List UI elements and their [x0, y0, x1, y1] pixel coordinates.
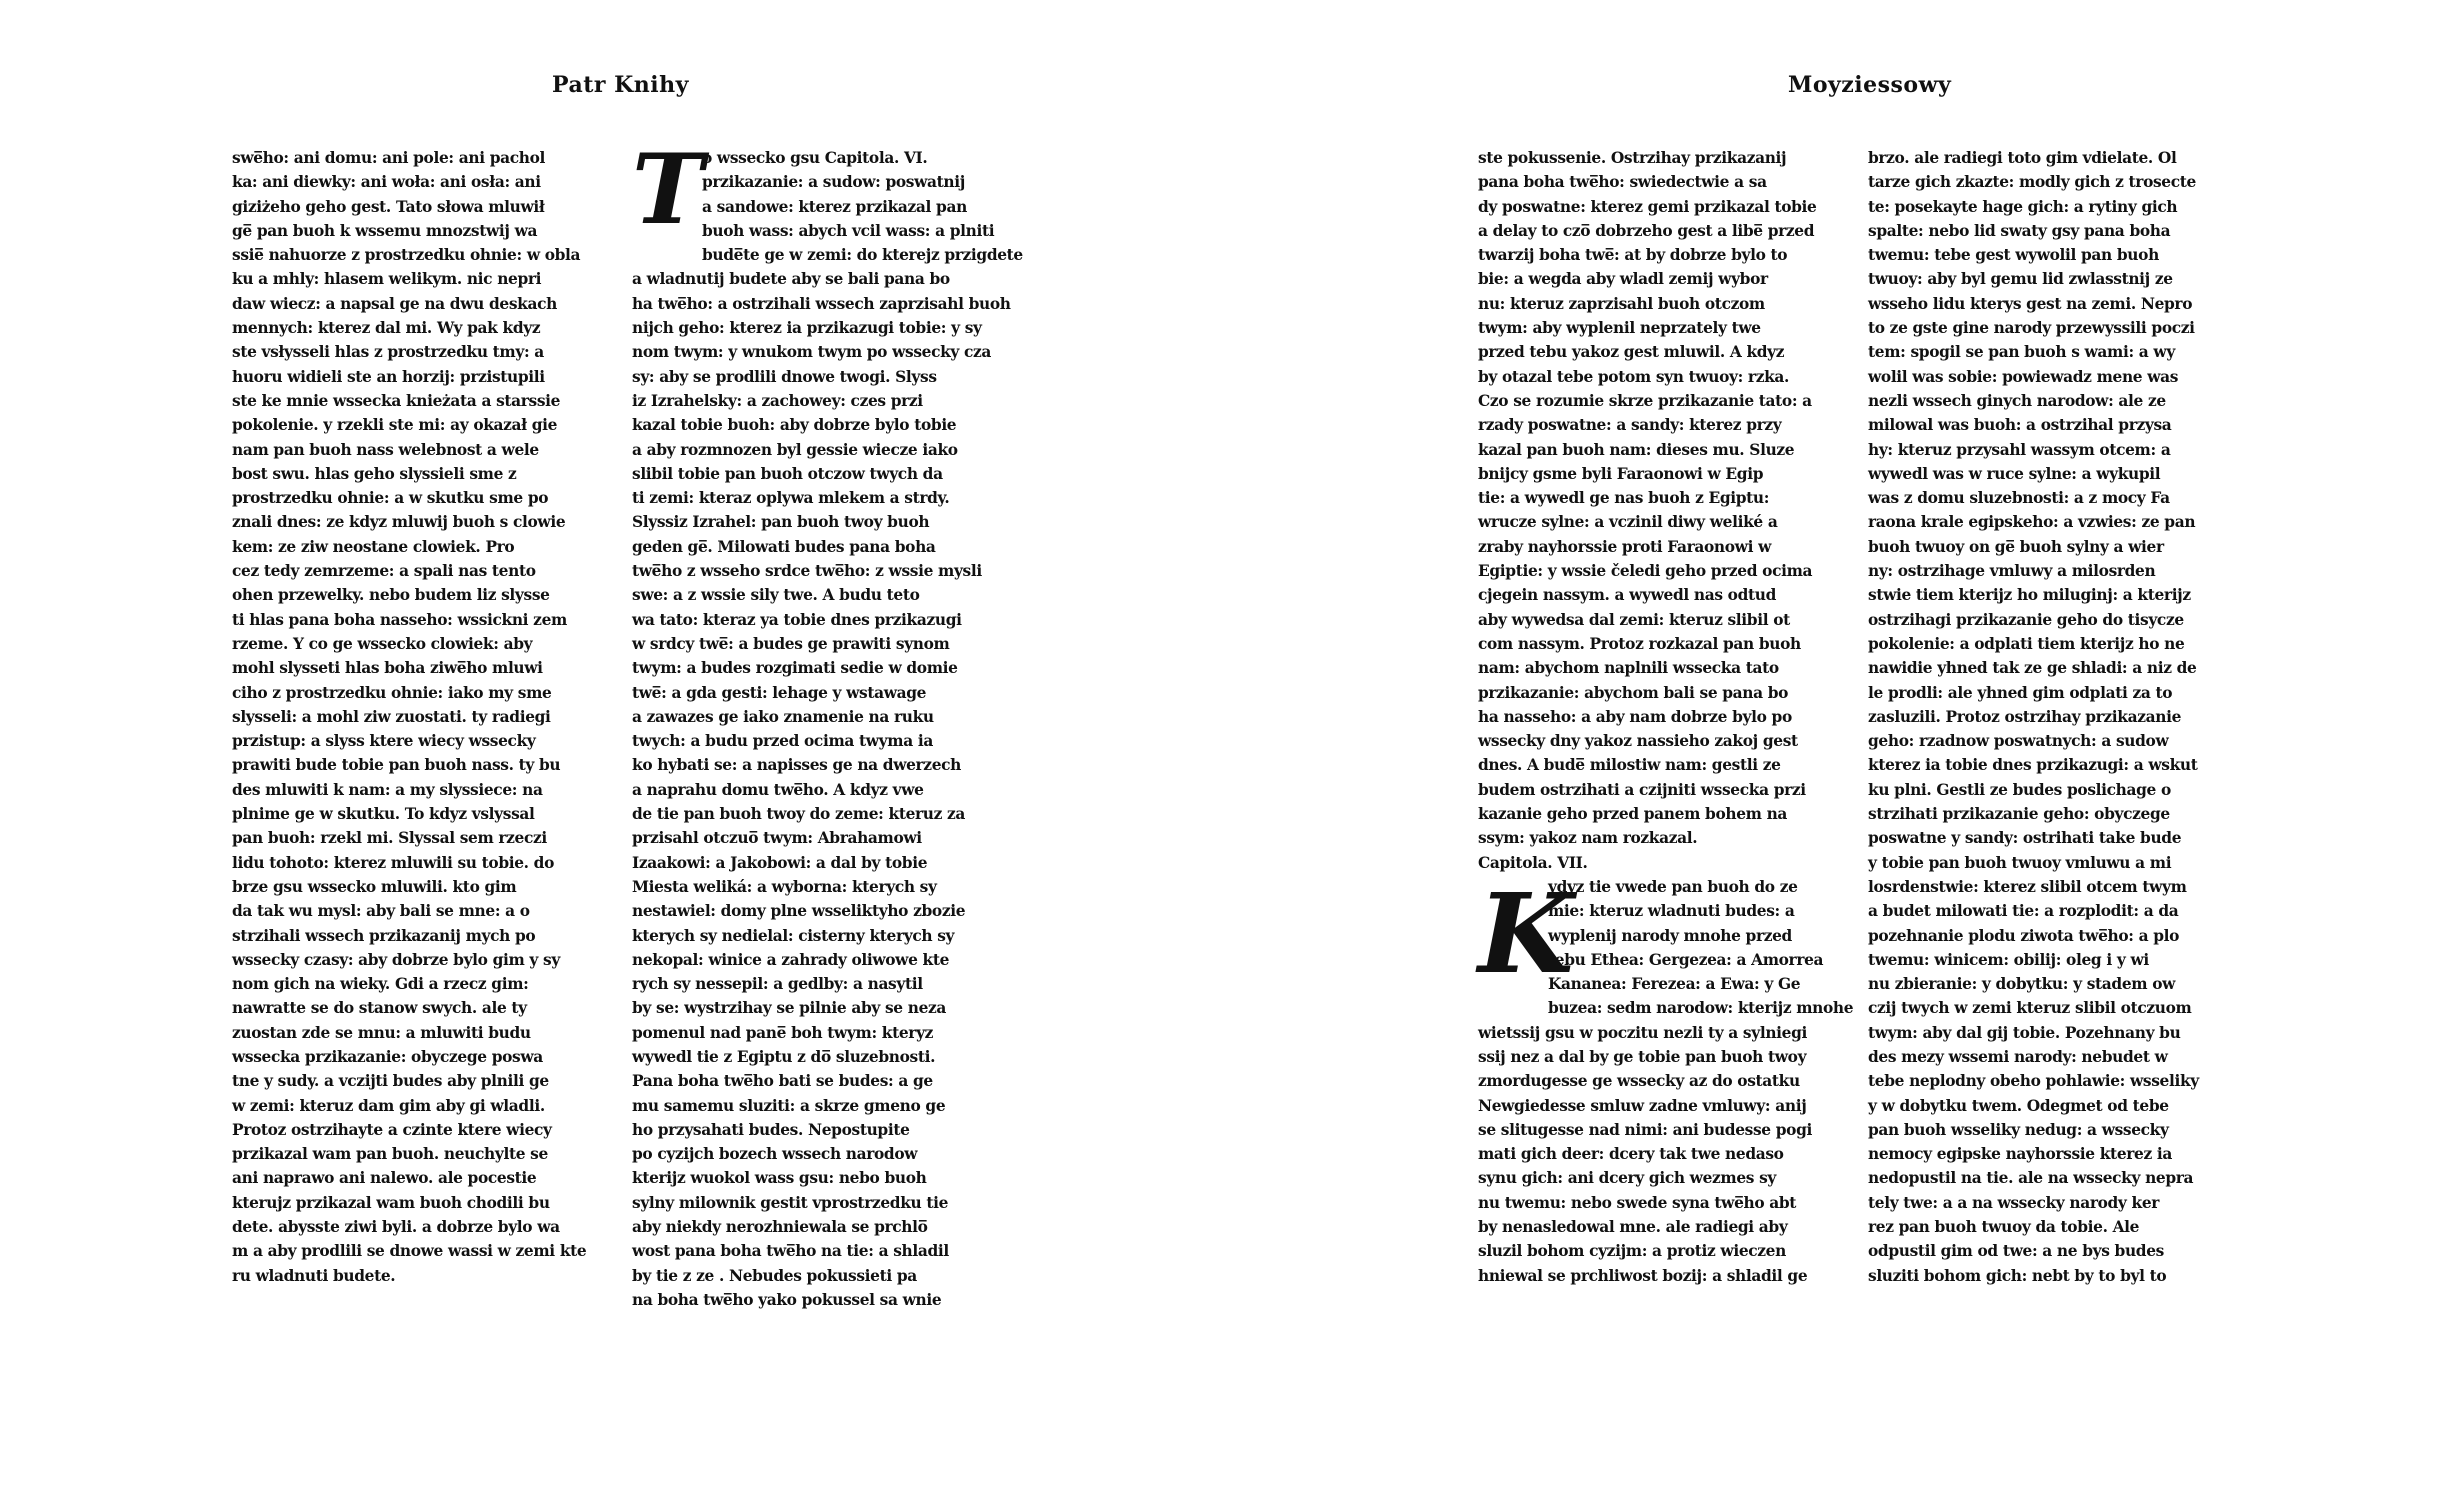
- text-line: w zemi: kteruz dam gim aby gi wladli.: [232, 1096, 545, 1115]
- text-line: nam pan buoh nass welebnost a wele: [232, 440, 539, 459]
- text-line: was z domu sluzebnosti: a z mocy Fa: [1868, 489, 2170, 508]
- text-column-4: [1868, 146, 2238, 1326]
- text-line: ciho z prostrzedku ohnie: iako my sme: [232, 683, 552, 702]
- text-line: da tak wu mysl: aby bali se mne: a o: [232, 902, 530, 921]
- text-line: a zawazes ge iako znamenie na ruku: [632, 707, 934, 726]
- text-line: twym: aby wyplenil neprzately twe: [1478, 319, 1761, 338]
- text-line: a naprahu domu twe̅ho. A kdyz vwe: [632, 780, 924, 799]
- text-line: Izaakowi: a Jakobowi: a dal by tobie: [632, 853, 928, 872]
- text-line: po cyzijch bozech wssech narodow: [632, 1145, 918, 1164]
- text-line: synu gich: ani dcery gich wezmes sy: [1478, 1169, 1777, 1188]
- text-line: kterujz przikazal wam buoh chodili bu: [232, 1193, 550, 1212]
- text-line: mennych: kterez dal mi. Wy pak kdyz: [232, 319, 541, 338]
- text-line: tely twe: a a na wssecky narody ker: [1868, 1193, 2160, 1212]
- text-line: wyplenij narody mnohe przed: [1548, 926, 1792, 945]
- text-column-1: [232, 146, 604, 1326]
- text-line: buoh wass: abych vcil wass: a plniti: [702, 221, 995, 240]
- text-line: Czo se rozumie skrze przikazanie tato: a: [1478, 391, 1812, 410]
- text-line: kterez ia tobie dnes przikazugi: a wskut: [1868, 756, 2198, 775]
- text-line: twym: aby dal gij tobie. Pozehnany bu: [1868, 1023, 2181, 1042]
- text-line: wsseho lidu kterys gest na zemi. Nepro: [1868, 294, 2193, 313]
- text-line: com nassym. Protoz rozkazal pan buoh: [1478, 634, 1801, 653]
- text-line: dete. abysste ziwi byli. a dobrze bylo wa: [232, 1218, 560, 1237]
- text-line: przistup: a slyss ktere wiecy wssecky: [232, 732, 536, 751]
- text-line: wost pana boha twe̅ho na tie: a shladil: [632, 1242, 949, 1261]
- text-line: tem: spogil se pan buoh s wami: a wy: [1868, 343, 2175, 362]
- text-line: nu zbieranie: y dobytku: y stadem ow: [1868, 975, 2176, 994]
- text-line: a budet milowati tie: a rozplodit: a da: [1868, 902, 2179, 921]
- text-line: slysseli: a mohl ziw zuostati. ty radiegi: [232, 707, 551, 726]
- text-line: Newgiedesse smluw zadne vmluwy: anij: [1478, 1096, 1807, 1115]
- text-line: twe̅: a gda gesti: lehage y wstawage: [632, 683, 927, 702]
- text-line: mie: kteruz wladnuti budes: a: [1548, 902, 1795, 921]
- text-line: ydyz tie vwede pan buoh do ze: [1548, 877, 1798, 896]
- text-line: nawidie yhned tak ze ge shladi: a niz de: [1868, 659, 2197, 678]
- text-line: tarze gich zkazte: modly gich z trosecte: [1868, 173, 2196, 192]
- text-line: poswatne y sandy: ostrihati take bude: [1868, 829, 2182, 848]
- text-line: ko hybati se: a napisses ge na dwerzech: [632, 756, 961, 775]
- text-line: Slyssiz Izrahel: pan buoh twoy buoh: [632, 513, 930, 532]
- text-line: nawratte se do stanow swych. ale ty: [232, 999, 527, 1018]
- text-line: znali dnes: ze kdyz mluwij buoh s clowie: [232, 513, 566, 532]
- text-line: ha twe̅ho: a ostrzihali wssech zaprzisahl buoh: [632, 294, 1011, 313]
- text-line: geho: rzadnow poswatnych: a sudow: [1868, 732, 2169, 751]
- text-line: a aby rozmnozen byl gessie wiecze iako: [632, 440, 958, 459]
- text-line: wywedl was w ruce sylne: a wykupil: [1868, 464, 2161, 483]
- text-line: y tobie pan buoh twuoy vmluwu a mi: [1868, 853, 2172, 872]
- text-line: bie: a wegda aby wladl zemij wybor: [1478, 270, 1768, 289]
- text-line: rych sy nessepil: a gedlby: a nasytil: [632, 975, 923, 994]
- text-line: hniewal se prchliwost bozij: a shladil ge: [1478, 1266, 1808, 1285]
- text-line: a wladnutij budete aby se bali pana bo: [632, 270, 950, 289]
- text-line: losrdenstwie: kterez slibil otcem twym: [1868, 877, 2187, 896]
- text-line: w srdcy twe̅: a budes ge prawiti synom: [632, 634, 950, 653]
- text-line: raona krale egipskeho: a vzwies: ze pan: [1868, 513, 2196, 532]
- text-line: te: posekayte hage gich: a rytiny gich: [1868, 197, 2178, 216]
- text-line: bnijcy gsme byli Faraonowi w Egip: [1478, 464, 1764, 483]
- text-line: tie: a wywedl ge nas buoh z Egiptu:: [1478, 489, 1770, 508]
- text-line: des mluwiti k nam: a my slyssiece: na: [232, 780, 543, 799]
- text-line: twemu: winicem: obilij: oleg i y wi: [1868, 950, 2149, 969]
- text-line: prawiti bude tobie pan buoh nass. ty bu: [232, 756, 561, 775]
- text-line: nu: kteruz zaprzisahl buoh otczom: [1478, 294, 1765, 313]
- text-line: zasluzili. Protoz ostrzihay przikazanie: [1868, 707, 2182, 726]
- text-line: aby niekdy nerozhniewala se prchlo̅: [632, 1218, 928, 1237]
- text-line: na boha twe̅ho yako pokussel sa wnie: [632, 1290, 942, 1309]
- text-line: y w dobytku twem. Odegmet od tebe: [1868, 1096, 2169, 1115]
- drop-cap-k: K: [1478, 868, 1574, 998]
- text-line: ti hlas pana boha nasseho: wssickni zem: [232, 610, 567, 629]
- text-line: buoh twuoy on ge̅ buoh sylny a wier: [1868, 537, 2164, 556]
- text-line: cjegein nassym. a wywedl nas odtud: [1478, 586, 1777, 605]
- text-line: nekopal: winice a zahrady oliwowe kte: [632, 950, 950, 969]
- text-line: by se: wystrzihay se pilnie aby se neza: [632, 999, 947, 1018]
- text-line: wssecka przikazanie: obyczege poswa: [232, 1047, 543, 1066]
- text-line: nedopustil na tie. ale na wssecky nepra: [1868, 1169, 2194, 1188]
- text-line: pomenul nad pane̅ boh twym: kteryz: [632, 1023, 934, 1042]
- text-line: by tie z ze . Nebudes pokussieti pa: [632, 1266, 917, 1285]
- text-line: sy: aby se prodlili dnowe twogi. Slyss: [632, 367, 937, 386]
- text-line: brzo. ale radiegi toto gim vdielate. Ol: [1868, 149, 2177, 167]
- text-line: nestawiel: domy plne wsseliktyho zbozie: [632, 902, 966, 921]
- text-line: ssym: yakoz nam rozkazal.: [1478, 829, 1698, 848]
- text-line: brze gsu wssecko mluwili. kto gim: [232, 877, 517, 896]
- text-line: cez tedy zemrzeme: a spali nas tento: [232, 562, 536, 581]
- text-line: spalte: nebo lid swaty gsy pana boha: [1868, 221, 2171, 240]
- text-line: nam: abychom naplnili wssecka tato: [1478, 659, 1779, 678]
- text-line: ku plni. Gestli ze budes poslichage o: [1868, 780, 2171, 799]
- text-line: ssij nez a dal by ge tobie pan buoh twoy: [1478, 1047, 1807, 1066]
- text-line: ge̅ pan buoh k wssemu mnozstwij wa: [232, 221, 538, 240]
- text-line: m a aby prodlili se dnowe wassi w zemi kte: [232, 1242, 587, 1261]
- text-line: ku a mhly: hlasem welikym. nic nepri: [232, 270, 542, 289]
- text-line: ka: ani diewky: ani woła: ani osła: ani: [232, 173, 541, 192]
- text-line: ssie̅ nahuorze z prostrzedku ohnie: w obla: [232, 246, 581, 265]
- text-line: zuostan zde se mnu: a mluwiti budu: [232, 1023, 531, 1042]
- text-line: twe̅ho z wsseho srdce twe̅ho: z wssie mysli: [632, 562, 982, 581]
- text-line: przikazanie: abychom bali se pana bo: [1478, 683, 1789, 702]
- text-line: kazal tobie buoh: aby dobrze bylo tobie: [632, 416, 957, 435]
- text-line: wietssij gsu w poczitu nezli ty a sylniegi: [1478, 1023, 1808, 1042]
- text-line: Capitola. VII.: [1478, 853, 1588, 872]
- text-line: strzihali wssech przikazanij mych po: [232, 926, 536, 945]
- text-line: daw wiecz: a napsal ge na dwu deskach: [232, 294, 557, 313]
- text-line: rez pan buoh twuoy da tobie. Ale: [1868, 1218, 2140, 1237]
- text-line: wywedl tie z Egiptu z do̅ sluzebnosti.: [632, 1047, 936, 1066]
- text-line: stwie tiem kterijz ho miluginj: a kterijz: [1868, 586, 2191, 605]
- text-line: tne y sudy. a vczijti budes aby plnili ge: [232, 1072, 549, 1091]
- text-line: przed tebu yakoz gest mluwil. A kdyz: [1478, 343, 1785, 362]
- text-line: ha nasseho: a aby nam dobrze bylo po: [1478, 707, 1792, 726]
- right-page-header: Moyziessowy: [1788, 72, 1952, 98]
- text-line: bude̅te ge w zemi: do kterejz przigdete: [702, 246, 1023, 265]
- text-line: Kananea: Ferezea: a Ewa: y Ge: [1548, 975, 1801, 994]
- text-line: slibil tobie pan buoh otczow twych da: [632, 464, 943, 483]
- text-line: nezli wssech ginych narodow: ale ze: [1868, 391, 2166, 410]
- text-line: hy: kteruz przysahl wassym otcem: a: [1868, 440, 2171, 459]
- text-line: ste vsłysseli hlas z prostrzedku tmy: a: [232, 343, 544, 362]
- text-line: o wssecko gsu Capitola. VI.: [702, 149, 928, 167]
- text-line: nemocy egipske nayhorssie kterez ia: [1868, 1145, 2172, 1164]
- text-line: pana boha twe̅ho: swiedectwie a sa: [1478, 173, 1767, 192]
- text-column-2: [632, 133, 1023, 1326]
- text-line: sluzil bohom cyzijm: a protiz wieczen: [1478, 1242, 1786, 1261]
- text-line: sylny milownik gestit vprostrzedku tie: [632, 1193, 949, 1212]
- text-line: ho przysahati budes. Nepostupite: [632, 1120, 910, 1139]
- text-line: ohen przewelky. nebo budem liz slysse: [232, 586, 550, 605]
- text-line: nijch geho: kterez ia przikazugi tobie: y sy: [632, 319, 982, 338]
- text-line: aby wywedsa dal zemi: kteruz slibil ot: [1478, 610, 1790, 629]
- text-line: wrucze sylne: a vczinil diwy weliké a: [1478, 513, 1778, 532]
- text-line: lidu tohoto: kterez mluwili su tobie. do: [232, 853, 555, 872]
- text-line: a sandowe: kterez przikazal pan: [702, 197, 967, 216]
- text-line: mati gich deer: dcery tak twe nedaso: [1478, 1145, 1784, 1164]
- text-line: iz Izrahelsky: a zachowey: czes przi: [632, 391, 923, 410]
- text-line: Protoz ostrzihayte a czinte ktere wiecy: [232, 1120, 552, 1139]
- text-line: ti zemi: kteraz oplywa mlekem a strdy.: [632, 489, 950, 508]
- text-line: ste ke mnie wssecka knieżata a starssie: [232, 391, 561, 410]
- text-line: by otazal tebe potom syn twuoy: rzka.: [1478, 367, 1790, 386]
- text-line: milowal was buoh: a ostrzihal przysa: [1868, 416, 2172, 435]
- text-line: budem ostrzihati a czijniti wssecka przi: [1478, 780, 1806, 799]
- text-line: pan buoh: rzekl mi. Slyssal sem rzeczi: [232, 829, 547, 848]
- text-line: strzihati przikazanie geho: obyczege: [1868, 805, 2170, 824]
- text-line: mohl slysseti hlas boha ziwe̅ho mluwi: [232, 659, 543, 678]
- text-line: wa tato: kteraz ya tobie dnes przikazugi: [632, 610, 962, 629]
- text-line: przikazal wam pan buoh. neuchylte se: [232, 1145, 548, 1164]
- text-line: nom twym: y wnukom twym po wssecky cza: [632, 343, 992, 362]
- text-line: twych: a budu przed ocima twyma ia: [632, 732, 933, 751]
- text-line: des mezy wssemi narody: nebudet w: [1868, 1047, 2168, 1066]
- text-line: ostrzihagi przikazanie geho do tisycze: [1868, 610, 2184, 629]
- text-line: wolil was sobie: powiewadz mene was: [1868, 367, 2179, 386]
- text-line: tebu Etheа: Gergezea: a Amorrea: [1548, 950, 1824, 969]
- text-line: przisahl otczuo̅ twym: Abrahamowi: [632, 829, 922, 848]
- text-line: plnime ge w skutku. To kdyz vslyssal: [232, 805, 535, 824]
- drop-cap-t: T: [632, 133, 704, 246]
- text-line: ste pokussenie. Ostrzihay przikazanij: [1478, 149, 1787, 167]
- text-line: nu twemu: nebo swede syna twe̅ho abt: [1478, 1193, 1797, 1212]
- text-line: pokolenie. y rzekli ste mi: ay okazał gie: [232, 416, 558, 435]
- text-line: ny: ostrzihage vmluwy a milosrden: [1868, 562, 2156, 581]
- text-line: tebe neplodny obeho pohlawie: wsseliky: [1868, 1072, 2199, 1091]
- text-line: kterijz wuokol wass gsu: nebo buoh: [632, 1169, 927, 1188]
- text-line: Miesta weliká: a wybornа: kterych sy: [632, 877, 937, 896]
- text-line: swe: a z wssie sily twe. A budu teto: [632, 586, 920, 605]
- text-line: rzady poswatne: a sandy: kterez przy: [1478, 416, 1782, 435]
- text-column-3: [1478, 146, 1854, 1326]
- text-line: ru wladnuti budete.: [232, 1266, 396, 1285]
- text-line: zraby nayhorssie proti Faraonowi w: [1478, 537, 1771, 556]
- text-line: pokolenie: a odplati tiem kterijz ho ne: [1868, 634, 2185, 653]
- text-line: kem: ze ziw neostane clowiek. Pro: [232, 537, 515, 556]
- text-line: de tie pan buoh twoy do zeme: kteruz za: [632, 805, 966, 824]
- text-line: ani naprawo ani nalewo. ale pocestie: [232, 1169, 537, 1188]
- text-line: a delay to czo̅ dobrzeho gest a libe̅ przed: [1478, 221, 1815, 240]
- text-line: kazal pan buoh nam: dieses mu. Sluze: [1478, 440, 1795, 459]
- text-line: le prodli: ale yhned gim odplati za to: [1868, 683, 2173, 702]
- text-line: kazanie geho przed panem bohem na: [1478, 805, 1788, 824]
- text-line: pozehnanie plodu ziwota twe̅ho: a plo: [1868, 926, 2180, 945]
- left-page-header: Patr Knihy: [552, 72, 689, 98]
- text-line: pan buoh wsseliky nedug: a wssecky: [1868, 1120, 2169, 1139]
- text-line: czij twych w zemi kteruz slibil otczuom: [1868, 999, 2192, 1018]
- text-line: Egiptie: y wssie čeledi geho przed ocima: [1478, 562, 1813, 581]
- text-line: twemu: tebe gest wywolil pan buoh: [1868, 246, 2159, 265]
- text-line: huoru widieli ste an horzij: przistupili: [232, 367, 545, 386]
- text-line: Pana boha twe̅ho bati se budes: a ge: [632, 1072, 933, 1091]
- text-line: kterych sy nedielal: cisterny kterych sy: [632, 926, 955, 945]
- text-line: se slitugesse nad nimi: ani budesse pogi: [1478, 1120, 1812, 1139]
- text-line: przikazanie: a sudow: poswatnij: [702, 173, 965, 192]
- text-line: sluziti bohom gich: nebt by to byl to: [1868, 1266, 2167, 1285]
- text-line: giziżeho geho gest. Tato słowa mluwił: [232, 197, 545, 216]
- text-line: prostrzedku ohnie: a w skutku sme po: [232, 489, 549, 508]
- text-line: mu samemu sluziti: a skrze gmeno ge: [632, 1096, 946, 1115]
- text-line: zmordugesse ge wssecky az do ostatku: [1478, 1072, 1800, 1091]
- text-line: twarzij boha twe̅: at by dobrze bylo to: [1478, 246, 1788, 265]
- text-line: by nenasledowal mne. ale radiegi aby: [1478, 1218, 1788, 1237]
- text-line: nom gich na wieky. Gdi a rzecz gim:: [232, 975, 529, 994]
- text-line: twuoy: aby byl gemu lid zwlasstnij ze: [1868, 270, 2173, 289]
- text-line: rzeme. Y co ge wssecko clowiek: aby: [232, 634, 533, 653]
- text-line: dnes. A bude̅ milostiw nam: gestli ze: [1478, 756, 1781, 775]
- text-line: geden ge̅. Milowati budes pana boha: [632, 537, 936, 556]
- text-line: twym: a budes rozgimati sedie w domie: [632, 659, 958, 678]
- text-line: odpustil gim od twe: a ne bys budes: [1868, 1242, 2164, 1261]
- text-line: dy poswatne: kterez gemi przikazal tobie: [1478, 197, 1817, 216]
- text-line: swe̅ho: ani domu: ani pole: ani pachol: [232, 149, 546, 167]
- text-line: wssecky dny yakoz nassieho zakoj gest: [1478, 732, 1798, 751]
- text-line: buzea: sedm narodow: kterijz mnohe: [1548, 999, 1854, 1018]
- text-line: bost swu. hlas geho slyssieli sme z: [232, 464, 517, 483]
- text-line: to ze gste gine narody przewyssili poczi: [1868, 319, 2195, 338]
- text-line: wssecky czasy: aby dobrze bylo gim y sy: [232, 950, 560, 969]
